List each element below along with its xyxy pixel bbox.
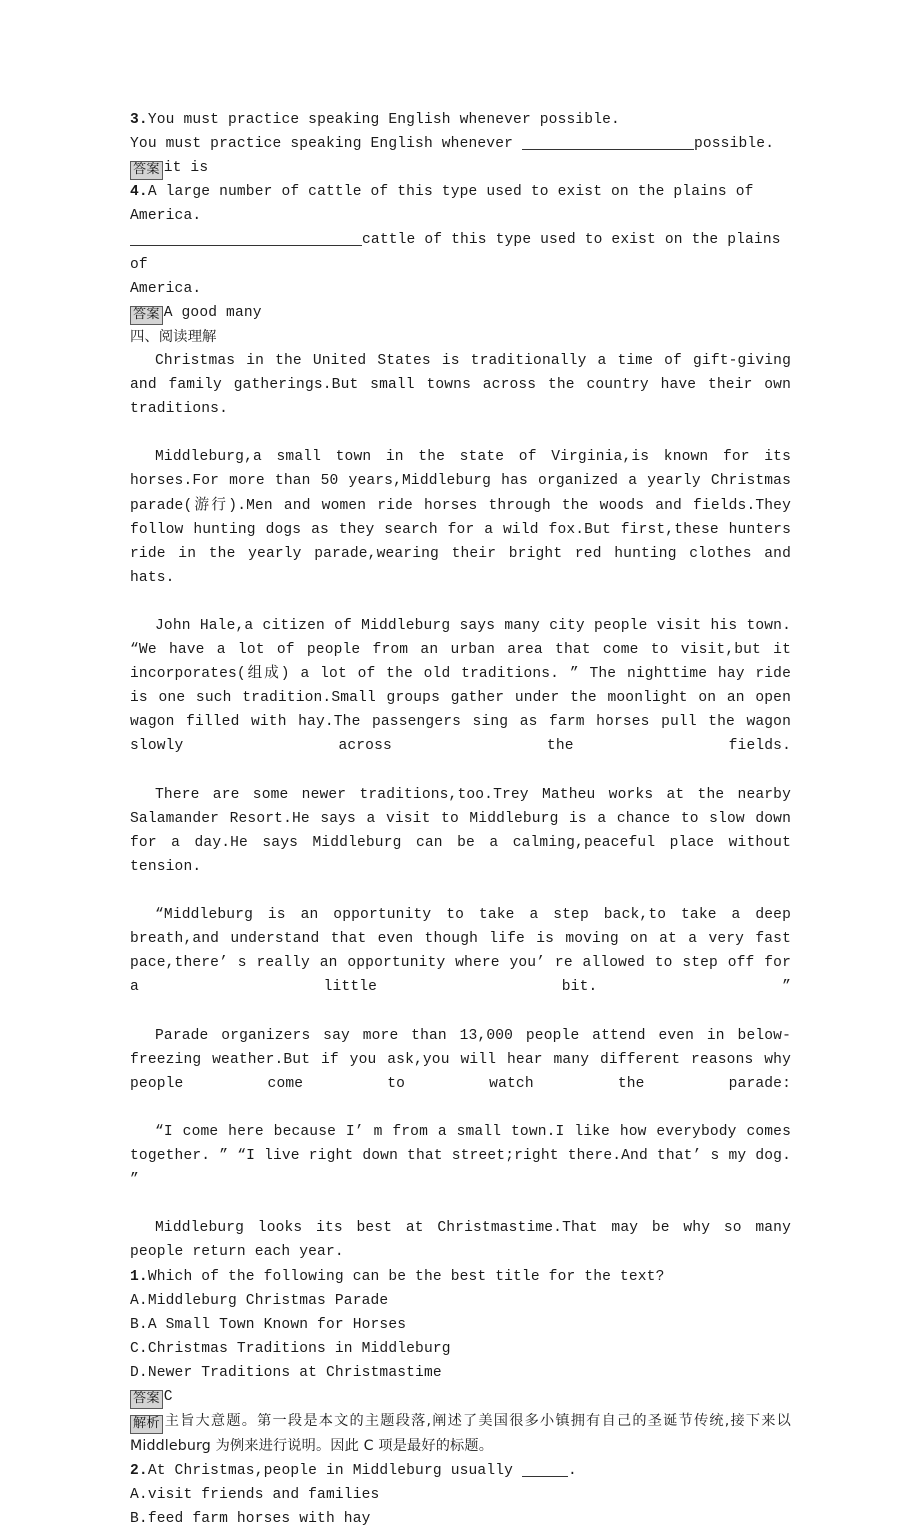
exercise-3-rewrite <box>130 132 791 156</box>
explanation-tag: 解析 <box>130 1415 163 1434</box>
passage-paragraph: John Hale,a citizen of Middleburg says many city people visit his town. “We have a lot of people from an urban area that come to visit,but it incorporates(组成) a lot of the old traditions. ” The nighttime hay ride is one such tradition.Small groups gather under the moonlight on an open wagon filled with hay.The passengers sing as farm horses pull the wagon slowly across the fields. <box>130 617 791 755</box>
question-2-stem-before: At Christmas,people in Middleburg usually <box>147 1463 522 1480</box>
exercise-3-rewrite-after: possible. <box>693 136 775 153</box>
question-1-option-d[interactable]: D.Newer Traditions at Christmastime <box>130 1364 442 1381</box>
exercise-3-prompt-text: You must practice speaking English whenever possible. <box>147 112 620 128</box>
exercise-3-answer-row <box>130 156 791 180</box>
exercise-3-blank[interactable] <box>522 136 694 150</box>
question-2-option-a[interactable]: A.visit friends and families <box>130 1487 380 1504</box>
exercise-4-number: 4. <box>130 184 148 201</box>
exercise-4-answer: A good many <box>163 304 262 321</box>
passage-paragraph: “Middleburg is an opportunity to take a step back,to take a deep breath,and understand that even though life is moving on at a very fast pace,there’ s really an opportunity where you’ re allowed to step off for a little bit. ” <box>130 907 791 996</box>
question-1-explanation: 主旨大意题。第一段是本文的主题段落,阐述了美国很多小镇拥有自己的圣诞节传统,接下来以 Middleburg 为例来进行说明。因此 C 项是最好的标题。 <box>130 1413 791 1455</box>
question-2-number: 2. <box>130 1463 148 1480</box>
question-1-stem-text: Which of the following can be the best title for the text? <box>147 1268 665 1285</box>
question-1-answer: C <box>163 1388 173 1405</box>
question-1-number: 1. <box>130 1268 148 1285</box>
question-2-blank[interactable] <box>522 1463 568 1477</box>
answer-tag: 答案 <box>130 1390 163 1409</box>
exercise-4-rewrite <box>130 228 791 276</box>
exercise-3-number: 3. <box>130 112 148 128</box>
exercise-4-rewrite-after: cattle of this type used to exist on the plains of <box>130 232 790 273</box>
exercise-3-prompt <box>130 108 791 132</box>
section-heading: 四、阅读理解 <box>130 328 217 345</box>
question-1-option-c[interactable]: C.Christmas Traditions in Middleburg <box>130 1340 451 1357</box>
exercise-3-rewrite-before: You must practice speaking English whenever <box>130 136 522 153</box>
question-2-stem-after: . <box>567 1463 577 1480</box>
exercise-4-blank[interactable] <box>130 232 362 246</box>
passage-paragraph: “I come here because I’ m from a small town.I like how everybody comes together. ” “I live right down that street;right there.And that’ s my dog. ” <box>130 1123 791 1189</box>
question-1-answer-row <box>130 1385 791 1409</box>
question-1-option-b[interactable]: B.A Small Town Known for Horses <box>130 1316 407 1333</box>
passage-paragraph: Christmas in the United States is traditionally a time of gift-giving and family gatherings.But small towns across the country have their own traditions. <box>130 352 791 418</box>
question-2-stem <box>130 1459 791 1483</box>
question-1-explanation-row <box>130 1409 791 1459</box>
answer-tag: 答案 <box>130 306 163 325</box>
passage-paragraph: Middleburg looks its best at Christmastime.That may be why so many people return each year. <box>130 1220 791 1261</box>
exercise-3-answer: it is <box>163 160 209 177</box>
exercise-4-prompt-text: A large number of cattle of this type used to exist on the plains of America. <box>130 184 763 225</box>
question-2-option-b[interactable]: B.feed farm horses with hay <box>130 1511 371 1528</box>
exercise-4-prompt <box>130 180 791 228</box>
exercise-4-rewrite-tail: America. <box>130 280 202 297</box>
exercise-4-answer-row <box>130 301 791 325</box>
passage-paragraph: Middleburg,a small town in the state of Virginia,is known for its horses.For more than 50 years,Middleburg has organized a yearly Christmas parade(游行).Men and women ride horses through the woods and fields.They follow hunting dogs as they search for a wild fox.But first,these hunters ride in the yearly parade,wearing their bright red hunting clothes and hats. <box>130 449 791 586</box>
passage-paragraph: There are some newer traditions,too.Trey Matheu works at the nearby Salamander Resort.He says a visit to Middleburg is a chance to slow down for a day.He says Middleburg can be a calming,peaceful place without tension. <box>130 786 791 875</box>
question-1-stem <box>130 1265 791 1289</box>
answer-tag: 答案 <box>130 161 163 180</box>
question-1-option-a[interactable]: A.Middleburg Christmas Parade <box>130 1292 389 1309</box>
passage-paragraph: Parade organizers say more than 13,000 people attend even in below-freezing weather.But if you ask,you will hear many different reasons why people come to watch the parade: <box>130 1027 791 1092</box>
